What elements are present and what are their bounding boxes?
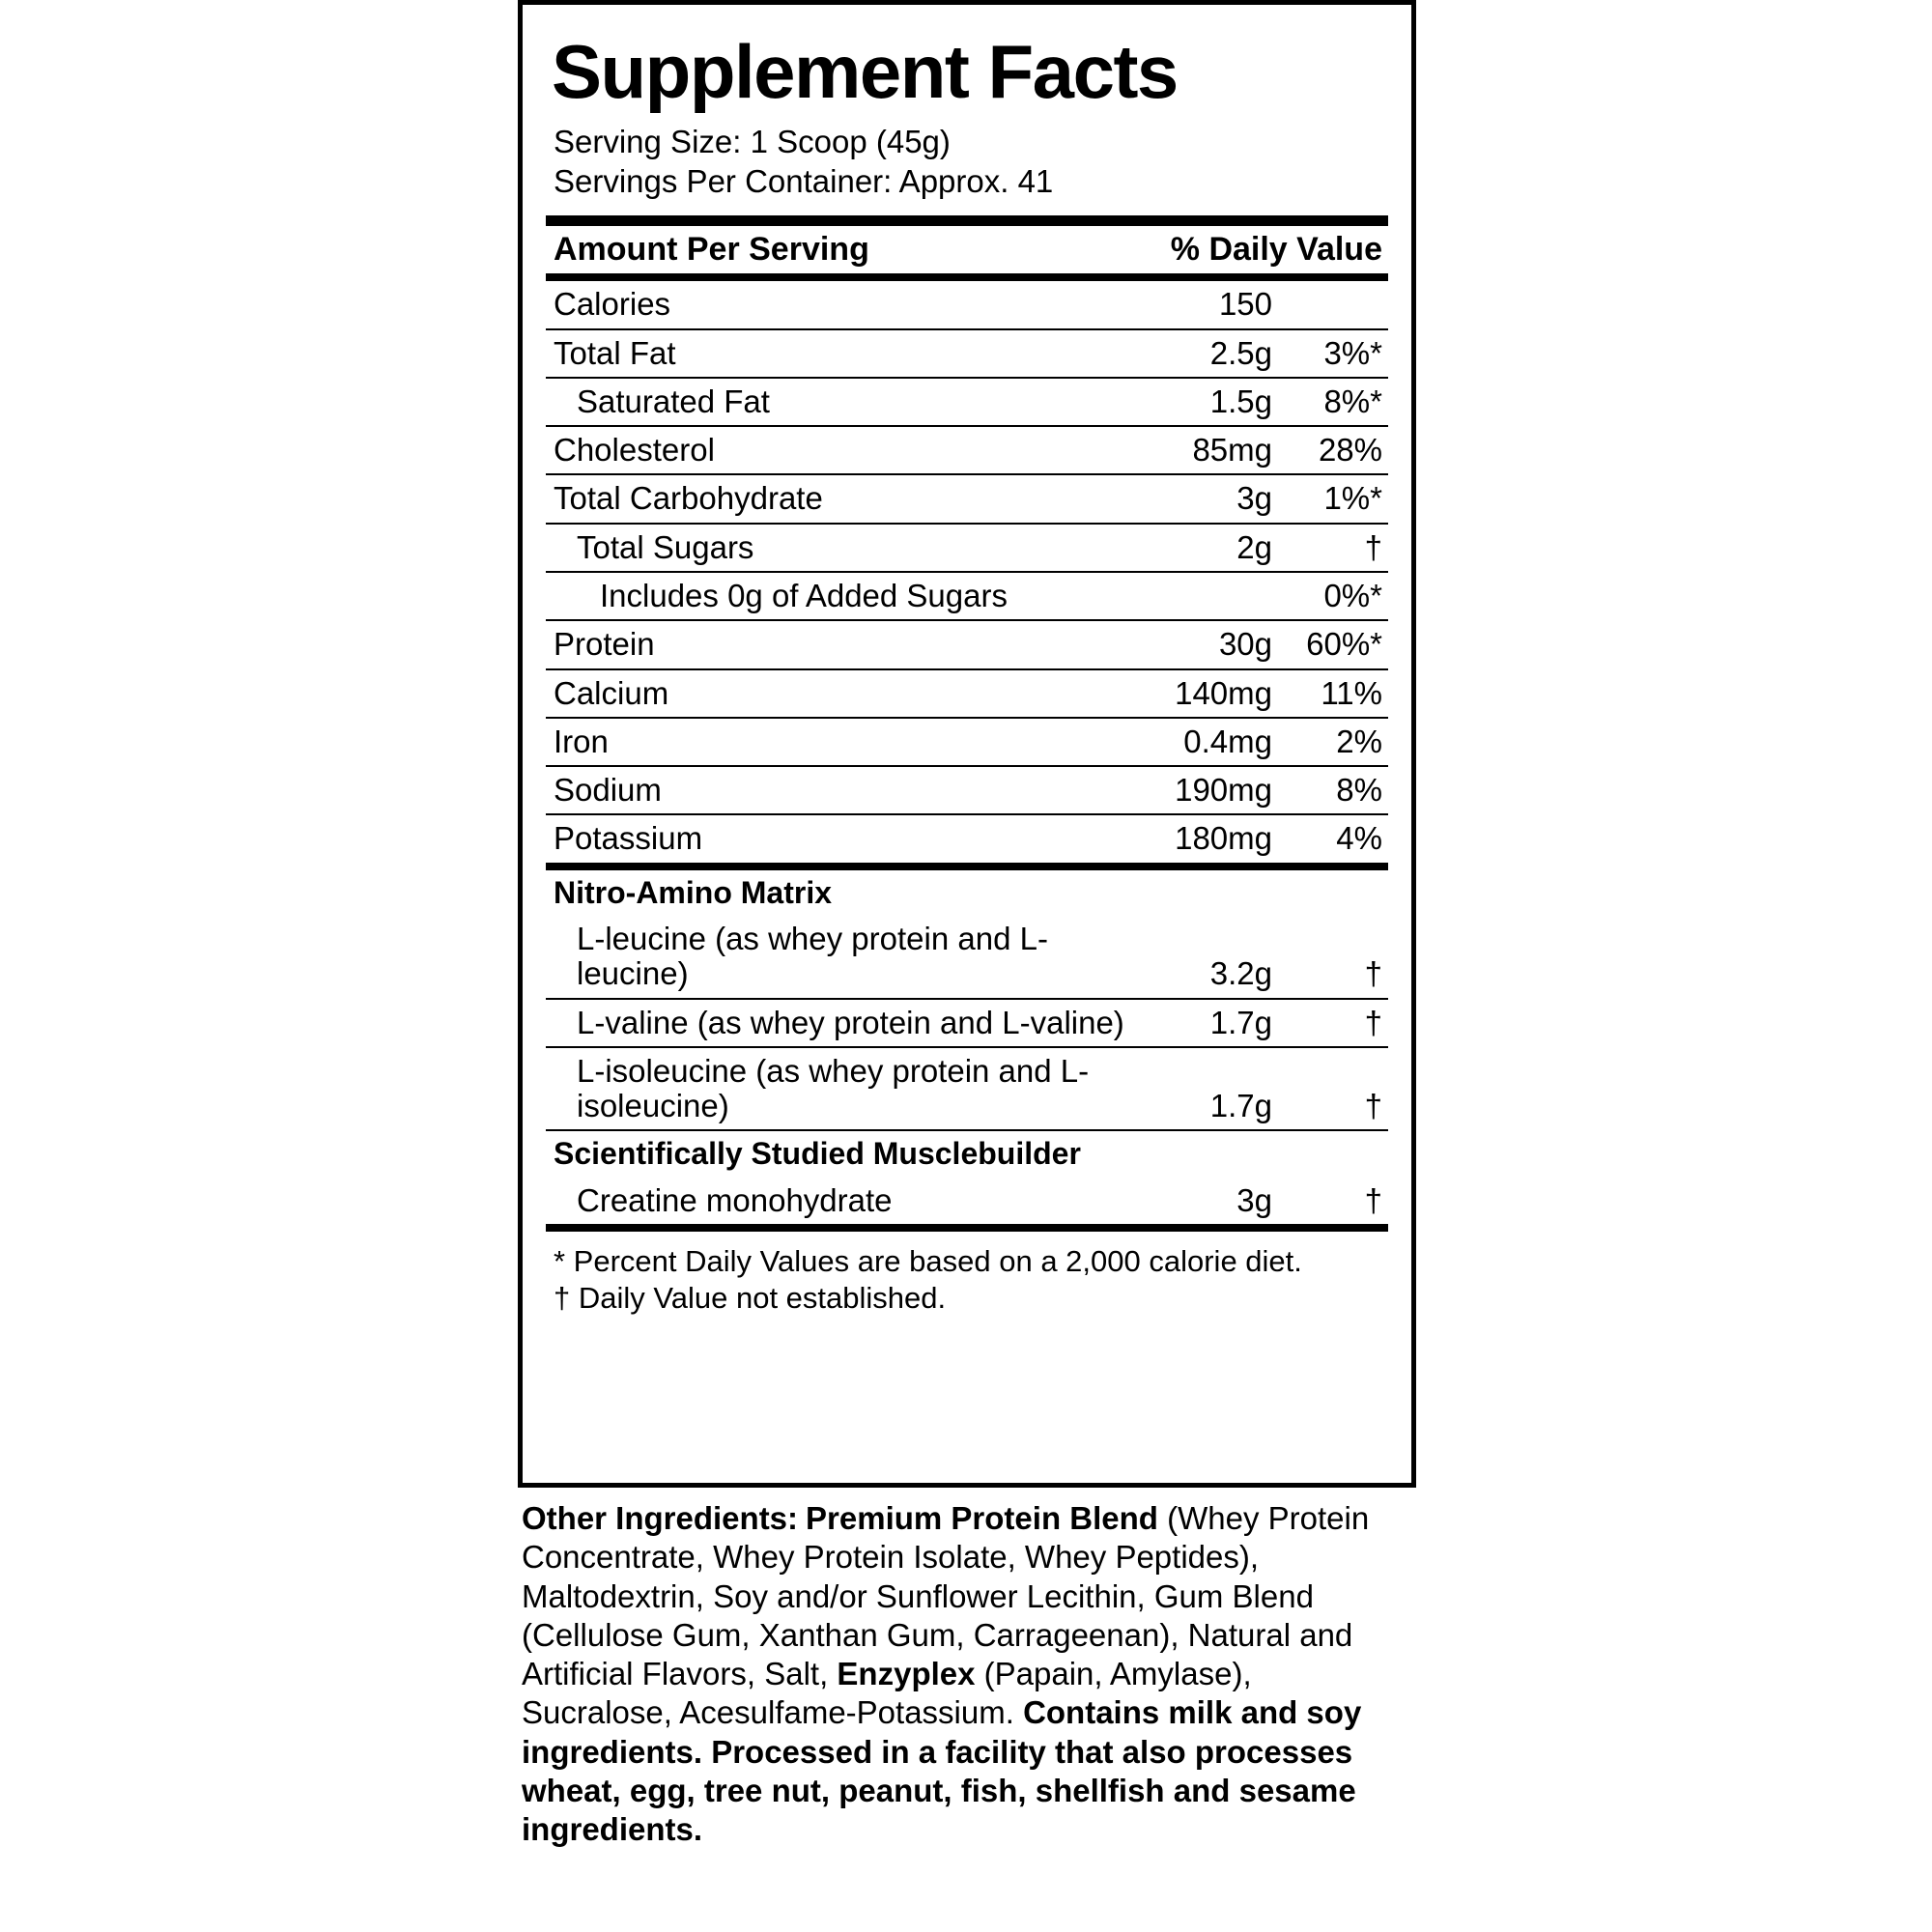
- table-row: [546, 1178, 1388, 1224]
- nutrient-name: Iron: [546, 718, 1137, 766]
- nutrient-name: Total Carbohydrate: [546, 474, 1137, 523]
- table-row: [546, 718, 1388, 766]
- nutrient-dv: 11%: [1282, 669, 1388, 718]
- blend-ingredient-amount: 1.7g: [1137, 999, 1282, 1047]
- blend-title-musclebuilder: Scientifically Studied Musclebuilder: [554, 1136, 1081, 1172]
- servings-per-container: Servings Per Container: Approx. 41: [554, 162, 1054, 199]
- blend-table: [546, 870, 1388, 1224]
- nutrition-table: [546, 226, 1388, 273]
- blend-title-row: [546, 1130, 1388, 1177]
- nutrient-amount: 2.5g: [1137, 329, 1282, 378]
- blend-title-nitro-amino-matrix: Nitro-Amino Matrix: [554, 874, 832, 910]
- table-row: [546, 620, 1388, 668]
- nutrient-name: Protein: [546, 620, 1137, 668]
- nutrient-name: Total Sugars: [546, 524, 1137, 572]
- header-amount-per-serving: Amount Per Serving: [554, 230, 869, 268]
- blend-ingredient-dv: †: [1364, 1181, 1382, 1218]
- table-row: [546, 378, 1388, 426]
- nutrient-dv: 1%*: [1282, 474, 1388, 523]
- blend-ingredient-dv: †: [1282, 999, 1388, 1047]
- blend-ingredient-amount: 3.2g: [1137, 916, 1282, 999]
- serving-size: Serving Size: 1 Scoop (45g): [554, 124, 951, 159]
- blend-ingredient-amount: 1.7g: [1137, 1047, 1282, 1131]
- nutrient-name: Sodium: [546, 766, 1137, 814]
- blend-ingredient-dv: †: [1282, 916, 1388, 999]
- nutrient-amount: 2g: [1137, 524, 1282, 572]
- divider-thick-top: [546, 215, 1388, 226]
- other-ingredients-body-1: (Whey Protein Concentrate, Whey Protein Isolate, Whey Peptides), Maltodextrin, Soy and/or Sunflower Lecithin, Gum Blend (Cellulose Gum, Xanthan Gum, Carrageenan), Natural and Artificial Flavors, Salt,: [522, 1500, 1370, 1691]
- nutrient-name: Calories: [546, 281, 1137, 328]
- table-row: [546, 999, 1388, 1047]
- blend-ingredient-dv: †: [1282, 1047, 1388, 1131]
- nutrient-dv: 8%*: [1282, 378, 1388, 426]
- table-header-row: [546, 226, 1388, 273]
- nutrient-dv: 2%: [1282, 718, 1388, 766]
- footnote-dv-not-established: † Daily Value not established.: [554, 1281, 947, 1316]
- nutrient-amount: 140mg: [1137, 669, 1282, 718]
- supplement-facts-panel: [518, 0, 1416, 1488]
- blend-ingredient-name: L-valine (as whey protein and L-valine): [546, 999, 1137, 1047]
- blend-ingredient-amount: 3g: [1236, 1181, 1272, 1218]
- nutrient-dv: 28%: [1282, 426, 1388, 474]
- nutrient-name: Potassium: [554, 820, 703, 857]
- table-row: [546, 572, 1388, 620]
- nutrient-dv: 3%*: [1282, 329, 1388, 378]
- nutrient-dv: 60%*: [1282, 620, 1388, 668]
- table-row: [546, 1047, 1388, 1131]
- blend-ingredient-name: L-isoleucine (as whey protein and L-isoleucine): [546, 1047, 1137, 1131]
- nutrient-name: Calcium: [546, 669, 1137, 718]
- table-row: [546, 669, 1388, 718]
- nutrient-dv: 8%: [1282, 766, 1388, 814]
- nutrient-dv: †: [1282, 524, 1388, 572]
- table-row: [546, 524, 1388, 572]
- blend-ingredient-name: L-leucine (as whey protein and L-leucine): [546, 916, 1137, 999]
- blend-title-row: [546, 870, 1388, 916]
- nutrient-name: Saturated Fat: [546, 378, 1137, 426]
- other-ingredients-body-2: (Papain, Amylase), Sucralose, Acesulfame-Potassium.: [522, 1656, 1252, 1731]
- nutrient-amount: 0.4mg: [1137, 718, 1282, 766]
- nutrient-amount: 1.5g: [1137, 378, 1282, 426]
- table-row: [546, 329, 1388, 378]
- nutrient-name: Total Fat: [546, 329, 1137, 378]
- table-row: [546, 281, 1388, 328]
- table-row: [546, 426, 1388, 474]
- nutrient-amount: [1137, 572, 1282, 620]
- divider-above-footnotes: [546, 1224, 1388, 1232]
- nutrient-dv: [1282, 281, 1388, 328]
- table-row: [546, 766, 1388, 814]
- other-ingredients-block: [506, 1499, 1424, 1849]
- nutrient-amount: 3g: [1137, 474, 1282, 523]
- nutrient-amount: 180mg: [1175, 820, 1272, 857]
- nutrient-dv: 4%: [1336, 820, 1382, 857]
- footnote-daily-values: * Percent Daily Values are based on a 2,000 calorie diet.: [554, 1243, 1302, 1278]
- serving-info: [546, 123, 1388, 202]
- nutrient-dv: 0%*: [1282, 572, 1388, 620]
- table-row: [546, 474, 1388, 523]
- nutrient-amount: 150: [1137, 281, 1282, 328]
- other-ingredients-label: Other Ingredients:: [522, 1500, 799, 1536]
- table-row: [546, 814, 1388, 862]
- footnotes: [546, 1232, 1388, 1318]
- panel-title: Supplement Facts: [552, 29, 1178, 114]
- allergen-warning: Contains milk and soy ingredients. Processed in a facility that also processes wheat, egg, tree nut, peanut, fish, shellfish and sesame ingredients.: [522, 1694, 1362, 1847]
- nutrient-amount: 190mg: [1137, 766, 1282, 814]
- nutrient-amount: 85mg: [1137, 426, 1282, 474]
- nutrient-name: Cholesterol: [546, 426, 1137, 474]
- header-daily-value: % Daily Value: [1170, 230, 1382, 268]
- enzyplex-label: Enzyplex: [837, 1656, 976, 1691]
- nutrient-amount: 30g: [1137, 620, 1282, 668]
- nutrient-rows: [546, 281, 1388, 863]
- nutrient-name: Includes 0g of Added Sugars: [546, 572, 1137, 620]
- divider-under-header: [546, 273, 1388, 281]
- divider-above-blends: [546, 863, 1388, 870]
- blend-ingredient-name: Creatine monohydrate: [577, 1181, 893, 1218]
- header-spacer: [1026, 226, 1171, 273]
- table-row: [546, 916, 1388, 999]
- premium-protein-blend-label: Premium Protein Blend: [806, 1500, 1158, 1536]
